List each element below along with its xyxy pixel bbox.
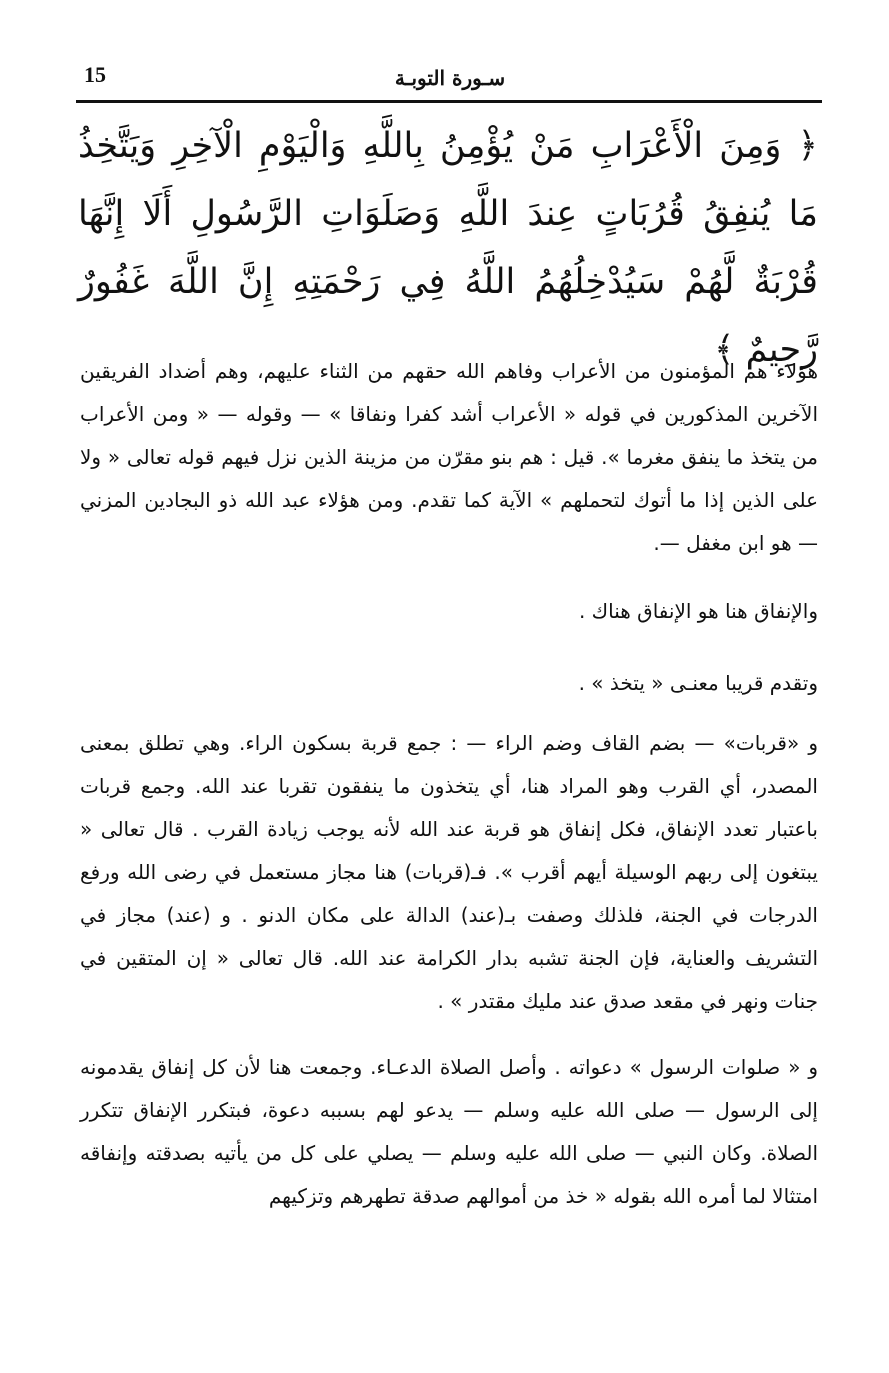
commentary-paragraph-1: هؤلاء هم المؤمنون من الأعراب وفاهم الله حقهم من الثناء عليهم، وهم أضداد الفريقين الآخرين المذكورين في قوله « الأعراب أشد كفرا ونفاقا » — وقوله — « ومن الأعراب من يتخذ ما ينفق مغرما ». قيل : هم بنو مقرّن من مزينة الذين نزل فيهم قوله تعالى « ولا على الذين إذا ما أتوك لتحملهم » الآية كما تقدم. ومن هؤلاء عبد الله ذو البجادين المزني — هو ابن مغفل —.	[80, 359, 818, 555]
commentary-paragraph-2: والإنفاق هنا هو الإنفاق هناك .	[578, 599, 818, 623]
surah-title: سـورة التوبـة	[394, 66, 506, 90]
commentary-paragraph-3: وتقدم قريبا معنـى « يتخذ » .	[578, 671, 818, 695]
commentary-paragraph-4: و «قربات» — بضم القاف وضم الراء — : جمع قربة بسكون الراء. وهي تطلق بمعنى المصدر، أي القرب وهو المراد هنا، أي يتخذون ما ينفقون تقربا عند الله. وجمع قربات باعتبار تعدد الإنفاق، فكل إنفاق هو قربة عند الله لأنه يوجب زيادة القرب . قال تعالى « يبتغون إلى ربهم الوسيلة أيهم أقرب ». فـ(قربات) هنا مجاز مستعمل في رضى الله ورفع الدرجات في الجنة، فلذلك وصفت بـ(عند) الدالة على مكان الدنو . و (عند) مجاز في التشريف والعناية، فإن الجنة تشبه بدار الكرامة عند الله. قال تعالى « إن المتقين في جنات ونهر في مقعد صدق عند مليك مقتدر » .	[80, 731, 818, 1013]
header-rule	[76, 100, 822, 103]
page-number: 15	[84, 62, 106, 87]
quran-verse: ﴿ وَمِنَ الْأَعْرَابِ مَنْ يُؤْمِنُ بِاللَّهِ وَالْيَوْمِ الْآخِرِ وَيَتَّخِذُ مَا يُنفِقُ قُرُبَاتٍ عِندَ اللَّهِ وَصَلَوَاتِ الرَّسُولِ أَلَا إِنَّهَا قُرْبَةٌ لَّهُمْ سَيُدْخِلُهُمُ اللَّهُ فِي رَحْمَتِهِ إِنَّ اللَّهَ غَفُورٌ رَّحِيمٌ ﴾	[78, 126, 818, 370]
commentary-paragraph-5: و « صلوات الرسول » دعواته . وأصل الصلاة الدعـاء. وجمعت هنا لأن كل إنفاق يقدمونه إلى الرسول — صلى الله عليه وسلم — يدعو لهم بسببه دعوة، فبتكرر الإنفاق تتكرر الصلاة. وكان النبي — صلى الله عليه وسلم — يصلي على كل من يأتيه بصدقته وإنفاقه امتثالا لما أمره الله بقوله « خذ من أموالهم صدقة تطهرهم وتزكيهم	[80, 1055, 818, 1208]
